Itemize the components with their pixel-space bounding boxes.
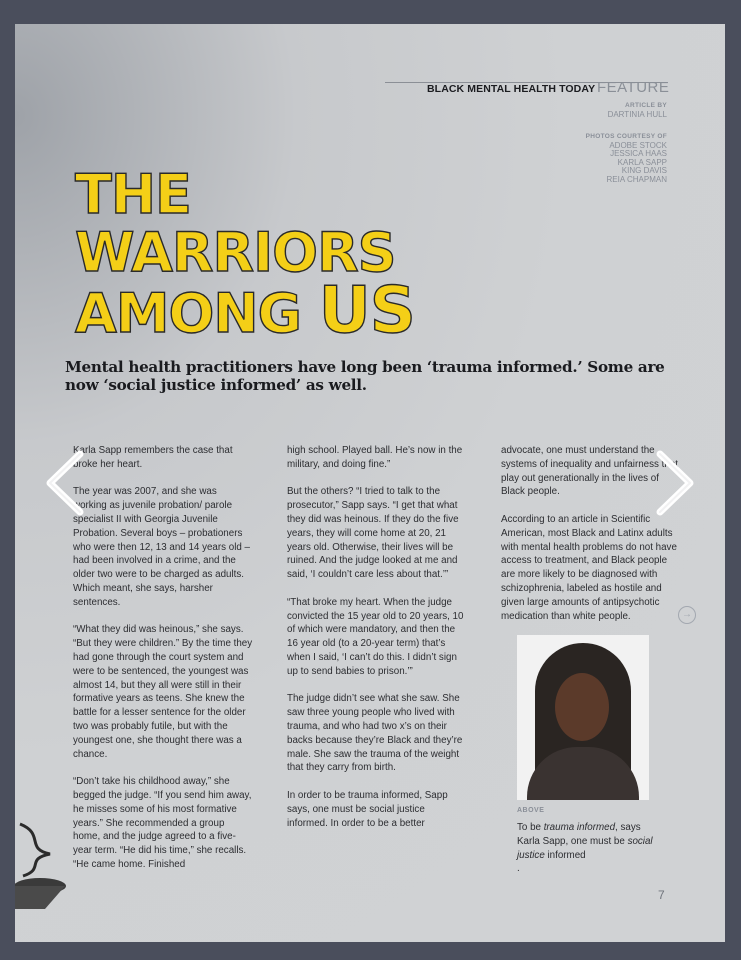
paragraph: “Don’t take his childhood away,” she begged the judge. “If you send him away, he misses some of his most formative years.” She recommended a group home, and the judge agreed to a five-year term. “He did his time,” she recalls. “He came home. Finished: [73, 776, 252, 870]
paragraph: But the others? “I tried to talk to the prosecutor,” Sapp says. “I get that what they did was heinous. If they do the five years, they will come home at 20, 21 years old. Otherwise, their lives will be ruined. And the judge looked at me and said, ‘I couldn’t care less about that.’”: [287, 486, 459, 581]
photos-label: PHOTOS COURTESY OF: [585, 133, 667, 140]
magazine-page: [15, 24, 725, 942]
paragraph: The judge didn’t see what she saw. She saw three young people who lived with trauma, and who had two x’s on their backs because they’re Black and they’re male. She saw the trauma of the weight that they carry from birth.: [287, 693, 463, 774]
section-label: FEATURE: [597, 79, 670, 96]
sculpture-image: [15, 804, 75, 914]
paragraph: According to an article in Scientific American, most Black and Latinx adults with mental health problems do not have access to treatment, and Black people are more likely to be diagnosed with schizophrenia, labeled as hostile and given large amounts of antipsychotic medication than white people.: [501, 513, 677, 622]
photographer: JESSICA HAAS: [610, 149, 667, 158]
portrait-photo: [517, 635, 649, 800]
paragraph: “That broke my heart. When the judge convicted the 15 year old to 20 years, 10 of which were mandatory, and then the 16 year old (to a 20-year term) that’s when I said, ‘I can’t do this. I didn’t sign up to send babies to prison.’”: [287, 596, 464, 677]
text-column-2: [287, 444, 467, 844]
photographer: ADOBE STOCK: [609, 140, 667, 150]
photographer: KARLA SAPP: [617, 157, 667, 167]
chevron-left-icon[interactable]: [42, 450, 90, 516]
photographer: REIA CHAPMAN: [606, 174, 667, 184]
page-number: 7: [658, 888, 665, 902]
chevron-right-icon[interactable]: [650, 450, 698, 516]
text-column-1: [73, 444, 253, 886]
credits: [586, 102, 667, 184]
article-title: [75, 163, 415, 348]
caption-label: ABOVE: [517, 807, 545, 814]
author-name: DARTINIA HULL: [607, 109, 667, 119]
paragraph: In order to be trauma informed, Sapp says, one must be social justice informed. In order to be a better: [287, 789, 448, 829]
paragraph: high school. Played ball. He’s now in the military, and doing fine.”: [287, 445, 463, 470]
paragraph: “What they did was heinous,” she says. “But they were children.” By the time they had gone through the court system and were to be sentenced, the youngest was almost 14, but they all were still in their formative years as teens. She knew the battle for a lesser sentence for the older two was probably futile, but with the youngest one, she thought there was a chance.: [73, 624, 253, 760]
title-line: WARRIORS: [75, 221, 396, 284]
photo-caption: To be trauma informed, says Karla Sapp, one must be social justice informed .: [517, 822, 653, 875]
photographer: KING DAVIS: [621, 166, 667, 175]
circle-arrow-right-icon[interactable]: →: [678, 606, 696, 624]
magazine-name: BLACK MENTAL HEALTH TODAY: [427, 83, 596, 95]
paragraph: The year was 2007, and she was working as juvenile probation/ parole specialist II with Georgia Juvenile Probation. Several boys – probationers who were then 12, 13 and 14 years old – had been involved in a crime, and the older two were to be charged as adults. Which meant, she says, harsher sentences.: [73, 486, 251, 608]
paragraph: advocate, one must understand the systems of inequality and unfairness that play out generationally in the lives of Black people.: [501, 445, 678, 498]
paragraph: Karla Sapp remembers the case that broke her heart.: [73, 445, 233, 470]
article-by-label: ARTICLE BY: [625, 102, 667, 109]
title-line: THE: [75, 163, 191, 226]
article-subtitle: Mental health practitioners have long been ‘trauma informed.’ Some are now ‘social justice informed’ as well.: [65, 358, 665, 394]
title-line: AMONG US: [75, 274, 415, 348]
